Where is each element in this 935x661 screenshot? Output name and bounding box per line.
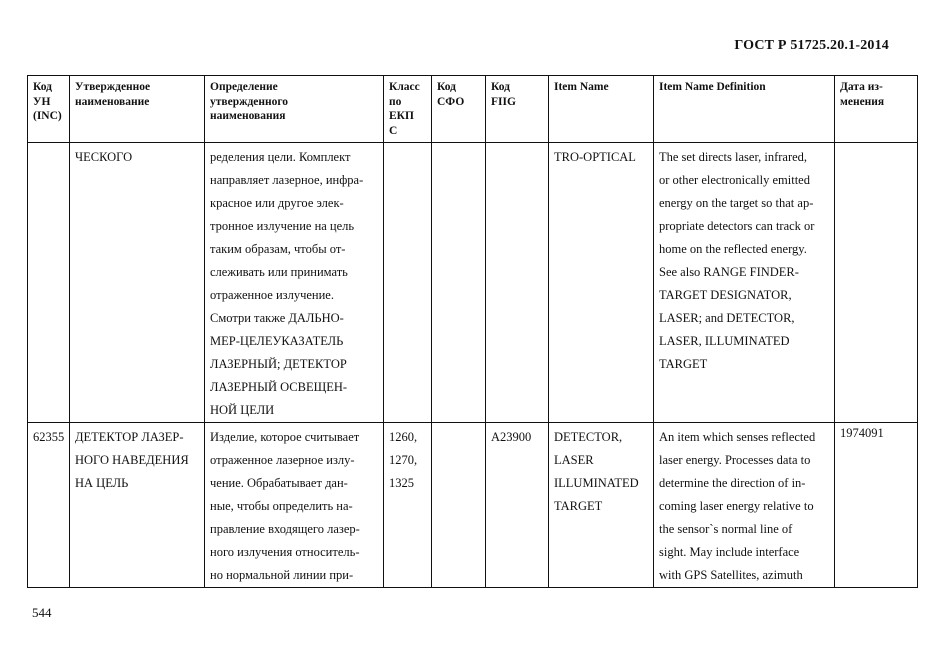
page-number: 544	[32, 605, 52, 620]
cell-date	[835, 143, 918, 423]
col-header-inc: Код УН (INC)	[28, 76, 70, 143]
cell-class: 1260, 1270, 1325	[384, 423, 432, 588]
col-header-item-definition: Item Name Definition	[654, 76, 835, 143]
standard-header: ГОСТ Р 51725.20.1-2014	[734, 38, 889, 53]
cell-item-definition: An item which senses reflected laser energy. Processes data to determine the direction of in- coming laser energy relative to the sensor`s normal line of sight. May include interface with GPS Satellites, azimuth	[654, 423, 835, 588]
cell-definition: Изделие, которое считывает отраженное лазерное излу- чение. Обрабатывает дан- ные, чтобы определить на- правление входящего лазер- ного излучения относитель- но нормальной линии при-	[205, 423, 384, 588]
table-row	[28, 143, 918, 423]
cell-sfo	[432, 143, 486, 423]
cell-sfo	[432, 423, 486, 588]
col-header-fiig: Код FIIG	[486, 76, 549, 143]
cell-item-definition: The set directs laser, infrared, or other electronically emitted energy on the target so that ap- propriate detectors can track or home on the reflected energy. See also RANGE FINDER- TARGET DESIGNATOR, LASER; and DETECTOR, LASER, ILLUMINATED TARGET	[654, 143, 835, 423]
cell-definition: ределения цели. Комплект направляет лазерное, инфра- красное или другое элек- тронное излучение на цель таким образам, чтобы от- слеживать или принимать отраженное излучение. Смотри также ДАЛЬНО- МЕР-ЦЕЛЕУКАЗАТЕЛЬ ЛАЗЕРНЫЙ; ДЕТЕКТОР ЛАЗЕРНЫЙ ОСВЕЩЕН- НОЙ ЦЕЛИ	[205, 143, 384, 423]
cell-approved-name: ЧЕСКОГО	[70, 143, 205, 423]
cell-class	[384, 143, 432, 423]
col-header-date: Дата из- менения	[835, 76, 918, 143]
col-header-item-name: Item Name	[549, 76, 654, 143]
cell-item-name: DETECTOR, LASER ILLUMINATED TARGET	[549, 423, 654, 588]
cell-fiig: A23900	[486, 423, 549, 588]
cell-inc: 62355	[28, 423, 70, 588]
cell-fiig	[486, 143, 549, 423]
cell-inc	[28, 143, 70, 423]
cell-date: 1974091	[835, 423, 918, 588]
col-header-definition: Определение утвержденного наименования	[205, 76, 384, 143]
col-header-approved-name: Утвержденное наименование	[70, 76, 205, 143]
table-row	[28, 423, 918, 588]
cell-item-name: TRO-OPTICAL	[549, 143, 654, 423]
col-header-sfo: Код СФО	[432, 76, 486, 143]
table-header-row	[28, 76, 918, 143]
classification-table	[27, 75, 918, 588]
cell-approved-name: ДЕТЕКТОР ЛАЗЕР- НОГО НАВЕДЕНИЯ НА ЦЕЛЬ	[70, 423, 205, 588]
col-header-class: Класс по ЕКП С	[384, 76, 432, 143]
